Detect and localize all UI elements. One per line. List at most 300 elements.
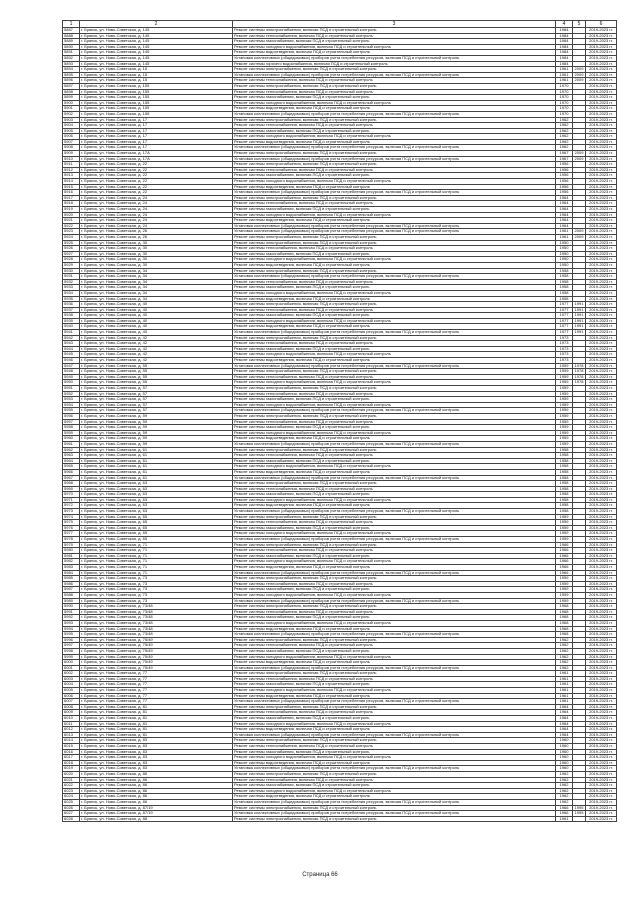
row-number: 6003: [63, 676, 80, 682]
period-cell: 2019-2023 гг.: [586, 693, 617, 699]
address-cell: г. Брянск, ул. Ново-Советская, д. 40: [80, 330, 233, 336]
repair-year-cell: 1991: [573, 324, 586, 330]
repair-year-cell: 2009: [573, 78, 586, 84]
address-cell: г. Брянск, ул. Ново-Советская, д. 26: [80, 229, 233, 235]
work-type-cell: Ремонт системы холодного водоснабжения, включая ПСД и строительный контроль: [233, 318, 556, 324]
address-cell: г. Брянск, ул. Ново-Советская, д. 73: [80, 587, 233, 593]
repair-year-cell: 2009: [573, 156, 586, 162]
period-cell: 2019-2023 гг.: [586, 380, 617, 386]
work-type-cell: Ремонт системы холодного водоснабжения, включая ПСД и строительный контроль: [233, 788, 556, 794]
period-cell: 2019-2023 гг.: [586, 397, 617, 403]
row-number: 5979: [63, 542, 80, 548]
build-year-cell: 1966: [556, 559, 573, 565]
row-number: 5964: [63, 458, 80, 464]
period-cell: 2019-2023 гг.: [586, 688, 617, 694]
row-number: 6005: [63, 688, 80, 694]
period-cell: 2019-2023 гг.: [586, 716, 617, 722]
build-year-cell: 1973: [556, 358, 573, 364]
build-year-cell: 1958: [556, 268, 573, 274]
work-type-cell: Ремонт системы холодного водоснабжения, включая ПСД и строительный контроль: [233, 559, 556, 565]
period-cell: 2019-2023 гг.: [586, 352, 617, 358]
row-number: 5914: [63, 179, 80, 185]
period-cell: 2019-2023 гг.: [586, 413, 617, 419]
work-type-cell: Ремонт системы электроснабжения, включая ПСД и строительный контроль: [233, 447, 556, 453]
build-year-cell: 1973: [556, 341, 573, 347]
address-cell: г. Брянск, ул. Ново-Советская, д. 87/19: [80, 811, 233, 817]
work-type-cell: Ремонт системы холодного водоснабжения, включая ПСД и строительный контроль: [233, 352, 556, 358]
period-cell: 2019-2023 гг.: [586, 358, 617, 364]
address-cell: г. Брянск, ул. Ново-Советская, д. 34: [80, 274, 233, 280]
work-type-cell: Ремонт системы холодного водоснабжения, включая ПСД и строительный контроль: [233, 257, 556, 263]
build-year-cell: 1967: [556, 151, 573, 157]
row-number: 6025: [63, 799, 80, 805]
address-cell: г. Брянск, ул. Ново-Советская, д. 81: [80, 704, 233, 710]
address-cell: г. Брянск, ул. Ново-Советская, д. 65: [80, 537, 233, 543]
row-number: 5956: [63, 413, 80, 419]
build-year-cell: 1984: [556, 39, 573, 45]
address-cell: г. Брянск, ул. Ново-Советская, д. 75/49: [80, 648, 233, 654]
row-number: 5997: [63, 643, 80, 649]
build-year-cell: 1961: [556, 234, 573, 240]
build-year-cell: 1958: [556, 486, 573, 492]
header-cell: 1: [63, 21, 80, 28]
row-number: 5900: [63, 100, 80, 106]
build-year-cell: 1961: [556, 671, 573, 677]
row-number: 6019: [63, 766, 80, 772]
address-cell: г. Брянск, ул. Ново-Советская, д. 42: [80, 352, 233, 358]
period-cell: 2019-2023 гг.: [586, 453, 617, 459]
build-year-cell: 1959: [556, 402, 573, 408]
build-year-cell: 1959: [556, 587, 573, 593]
build-year-cell: 1958: [556, 274, 573, 280]
build-year-cell: 1973: [556, 346, 573, 352]
build-year-cell: 1959: [556, 436, 573, 442]
work-type-cell: Установка коллективных (общедомовых) приборов учета потребления ресурсов, включая ПСД и строительный контроль: [233, 811, 556, 817]
period-cell: 2019-2023 гг.: [586, 100, 617, 106]
row-number: 5901: [63, 106, 80, 112]
row-number: 5984: [63, 570, 80, 576]
period-cell: 2019-2023 гг.: [586, 212, 617, 218]
row-number: 5927: [63, 251, 80, 257]
period-cell: 2019-2023 гг.: [586, 710, 617, 716]
row-number: 5994: [63, 626, 80, 632]
address-cell: г. Брянск, ул. Ново-Советская, д. 17: [80, 134, 233, 140]
build-year-cell: 1959: [556, 419, 573, 425]
period-cell: 2019-2023 гг.: [586, 173, 617, 179]
period-cell: 2019-2023 гг.: [586, 749, 617, 755]
period-cell: 2019-2023 гг.: [586, 632, 617, 638]
row-number: 5909: [63, 151, 80, 157]
build-year-cell: 1973: [556, 335, 573, 341]
period-cell: 2019-2023 гг.: [586, 117, 617, 123]
address-cell: г. Брянск, ул. Ново-Советская, д. 145: [80, 44, 233, 50]
address-cell: г. Брянск, ул. Ново-Советская, д. 155: [80, 111, 233, 117]
work-type-cell: Ремонт системы газоснабжения, включая ПСД и строительный контроль: [233, 425, 556, 431]
build-year-cell: 1959: [556, 531, 573, 537]
period-cell: 2019-2023 гг.: [586, 811, 617, 817]
work-type-cell: Ремонт системы водоотведения, включая ПСД и строительный контроль: [233, 469, 556, 475]
period-cell: 2019-2023 гг.: [586, 704, 617, 710]
repair-year-cell: 1991: [573, 330, 586, 336]
address-cell: г. Брянск, ул. Ново-Советская, д. 61: [80, 475, 233, 481]
build-year-cell: 1962: [556, 648, 573, 654]
period-cell: 2019-2023 гг.: [586, 576, 617, 582]
period-cell: 2019-2023 гг.: [586, 262, 617, 268]
address-cell: г. Брянск, ул. Ново-Советская, д. 24: [80, 195, 233, 201]
work-type-cell: Ремонт системы газоснабжения, включая ПСД и строительный контроль: [233, 458, 556, 464]
work-type-cell: Ремонт системы водоотведения, включая ПСД и строительный контроль: [233, 436, 556, 442]
period-cell: 2019-2023 гг.: [586, 268, 617, 274]
row-number: 5910: [63, 156, 80, 162]
build-year-cell: 1962: [556, 117, 573, 123]
address-cell: г. Брянск, ул. Ново-Советская, д. 30: [80, 257, 233, 263]
period-cell: 2019-2023 гг.: [586, 290, 617, 296]
row-number: 6009: [63, 710, 80, 716]
address-cell: г. Брянск, ул. Ново-Советская, д. 83: [80, 755, 233, 761]
row-number: 5924: [63, 234, 80, 240]
address-cell: г. Брянск, ул. Ново-Советская, д. 61: [80, 458, 233, 464]
build-year-cell: 1967: [556, 156, 573, 162]
work-type-cell: Ремонт системы электроснабжения, включая ПСД и строительный контроль: [233, 195, 556, 201]
build-year-cell: 1961: [556, 816, 573, 822]
build-year-cell: 1961: [556, 229, 573, 235]
build-year-cell: 1964: [556, 716, 573, 722]
address-cell: г. Брянск, ул. Ново-Советская, д. 30: [80, 262, 233, 268]
work-type-cell: Ремонт системы электроснабжения, включая ПСД и строительный контроль: [233, 576, 556, 582]
build-year-cell: 1958: [556, 453, 573, 459]
work-type-cell: Установка коллективных (общедомовых) приборов учета потребления ресурсов, включая ПСД и строительный контроль: [233, 330, 556, 336]
address-cell: г. Брянск, ул. Ново-Советская, д. 22: [80, 184, 233, 190]
build-year-cell: 1958: [556, 481, 573, 487]
work-type-cell: Установка коллективных (общедомовых) приборов учета потребления ресурсов, включая ПСД и строительный контроль: [233, 509, 556, 515]
period-cell: 2019-2023 гг.: [586, 386, 617, 392]
period-cell: 2019-2023 гг.: [586, 788, 617, 794]
row-number: 5899: [63, 95, 80, 101]
page-footer: Страница 66: [302, 872, 338, 878]
row-number: 5953: [63, 397, 80, 403]
period-cell: 2019-2023 гг.: [586, 581, 617, 587]
row-number: 5988: [63, 592, 80, 598]
build-year-cell: 1964: [556, 727, 573, 733]
address-cell: г. Брянск, ул. Ново-Советская, д. 73/48: [80, 632, 233, 638]
row-number: 6004: [63, 682, 80, 688]
build-year-cell: 1959: [556, 441, 573, 447]
work-type-cell: Ремонт системы газоснабжения, включая ПСД и строительный контроль: [233, 313, 556, 319]
work-type-cell: Ремонт системы водоотведения, включая ПСД и строительный контроль: [233, 565, 556, 571]
work-type-cell: Ремонт системы холодного водоснабжения, включая ПСД и строительный контроль: [233, 721, 556, 727]
address-cell: г. Брянск, ул. Ново-Советская, д. 17: [80, 139, 233, 145]
address-cell: г. Брянск, ул. Ново-Советская, д. 34: [80, 290, 233, 296]
period-cell: 2019-2023 гг.: [586, 509, 617, 515]
row-number: 5907: [63, 139, 80, 145]
build-year-cell: 1962: [556, 643, 573, 649]
repair-year-cell: 1991: [573, 313, 586, 319]
work-type-cell: Ремонт системы теплоснабжения, включая ПСД и строительный контроль: [233, 581, 556, 587]
address-cell: г. Брянск, ул. Ново-Советская, д. 86: [80, 794, 233, 800]
build-year-cell: 1970: [556, 89, 573, 95]
work-type-cell: Ремонт системы электроснабжения, включая ПСД и строительный контроль: [233, 671, 556, 677]
address-cell: г. Брянск, ул. Ново-Советская, д. 15: [80, 72, 233, 78]
row-number: 5938: [63, 313, 80, 319]
row-number: 5991: [63, 609, 80, 615]
row-number: 5957: [63, 419, 80, 425]
build-year-cell: 1961: [556, 682, 573, 688]
address-cell: г. Брянск, ул. Ново-Советская, д. 81: [80, 732, 233, 738]
row-number: 5925: [63, 240, 80, 246]
build-year-cell: 1977: [556, 307, 573, 313]
build-year-cell: 1956: [556, 190, 573, 196]
period-cell: 2019-2023 гг.: [586, 430, 617, 436]
work-type-cell: Ремонт системы газоснабжения, включая ПСД и строительный контроль: [233, 492, 556, 498]
build-year-cell: 1966: [556, 805, 573, 811]
period-cell: 2019-2023 гг.: [586, 402, 617, 408]
period-cell: 2019-2023 гг.: [586, 492, 617, 498]
row-number: 5977: [63, 531, 80, 537]
build-year-cell: 1960: [556, 738, 573, 744]
work-type-cell: Ремонт системы холодного водоснабжения, включая ПСД и строительный контроль: [233, 430, 556, 436]
period-cell: 2019-2023 гг.: [586, 39, 617, 45]
address-cell: г. Брянск, ул. Ново-Советская, д. 73: [80, 592, 233, 598]
work-type-cell: Ремонт системы газоснабжения, включая ПСД и строительный контроль: [233, 648, 556, 654]
period-cell: 2019-2023 гг.: [586, 565, 617, 571]
build-year-cell: 1959: [556, 386, 573, 392]
row-number: 5920: [63, 212, 80, 218]
build-year-cell: 1958: [556, 447, 573, 453]
address-cell: г. Брянск, ул. Ново-Советская, д. 59: [80, 441, 233, 447]
address-cell: г. Брянск, ул. Ново-Советская, д. 145: [80, 33, 233, 39]
build-year-cell: 1966: [556, 553, 573, 559]
build-year-cell: 1956: [556, 162, 573, 168]
work-type-cell: Установка коллективных (общедомовых) приборов учета потребления ресурсов, включая ПСД и строительный контроль: [233, 274, 556, 280]
work-type-cell: Установка коллективных (общедомовых) приборов учета потребления ресурсов, включая ПСД и строительный контроль: [233, 363, 556, 369]
period-cell: 2019-2023 гг.: [586, 223, 617, 229]
row-number: 5944: [63, 346, 80, 352]
work-type-cell: Ремонт системы теплоснабжения, включая ПСД и строительный контроль: [233, 167, 556, 173]
work-type-cell: Ремонт системы водоотведения, включая ПСД и строительный контроль: [233, 262, 556, 268]
address-cell: г. Брянск, ул. Ново-Советская, д. 17А: [80, 156, 233, 162]
address-cell: г. Брянск, ул. Ново-Советская, д. 71: [80, 570, 233, 576]
row-number: 5929: [63, 262, 80, 268]
address-cell: г. Брянск, ул. Ново-Советская, д. 65: [80, 514, 233, 520]
address-cell: г. Брянск, ул. Ново-Советская, д. 59: [80, 419, 233, 425]
row-number: 5903: [63, 117, 80, 123]
row-number: 5968: [63, 481, 80, 487]
work-type-cell: Ремонт системы холодного водоснабжения, включая ПСД и строительный контроль: [233, 134, 556, 140]
repair-year-cell: 2009: [573, 234, 586, 240]
address-cell: г. Брянск, ул. Ново-Советская, д. 77: [80, 676, 233, 682]
row-number: 6002: [63, 671, 80, 677]
header-row: [63, 21, 617, 28]
repair-year-cell: 1978: [573, 374, 586, 380]
build-year-cell: 1966: [556, 542, 573, 548]
build-year-cell: 1970: [556, 111, 573, 117]
work-type-cell: Ремонт системы водоотведения, включая ПСД и строительный контроль: [233, 503, 556, 509]
work-type-cell: Установка коллективных (общедомовых) приборов учета потребления ресурсов, включая ПСД и строительный контроль: [233, 732, 556, 738]
row-number: 5943: [63, 341, 80, 347]
address-cell: г. Брянск, ул. Ново-Советская, д. 81: [80, 727, 233, 733]
row-number: 5906: [63, 134, 80, 140]
address-cell: г. Брянск, ул. Ново-Советская, д. 73/48: [80, 604, 233, 610]
address-cell: г. Брянск, ул. Ново-Советская, д. 73/48: [80, 626, 233, 632]
row-number: 5935: [63, 296, 80, 302]
address-cell: г. Брянск, ул. Ново-Советская, д. 83: [80, 760, 233, 766]
address-cell: г. Брянск, ул. Ново-Советская, д. 75/49: [80, 654, 233, 660]
period-cell: 2019-2023 гг.: [586, 369, 617, 375]
period-cell: 2019-2023 гг.: [586, 531, 617, 537]
build-year-cell: 1959: [556, 514, 573, 520]
work-type-cell: Ремонт системы теплоснабжения, включая ПСД и строительный контроль: [233, 78, 556, 84]
period-cell: 2019-2023 гг.: [586, 559, 617, 565]
address-cell: г. Брянск, ул. Ново-Советская, д. 55: [80, 374, 233, 380]
period-cell: 2019-2023 гг.: [586, 67, 617, 73]
work-type-cell: Ремонт системы электроснабжения, включая ПСД и строительный контроль: [233, 335, 556, 341]
build-year-cell: 1966: [556, 548, 573, 554]
build-year-cell: 1961: [556, 676, 573, 682]
build-year-cell: 1961: [556, 688, 573, 694]
period-cell: 2019-2023 гг.: [586, 592, 617, 598]
period-cell: 2019-2023 гг.: [586, 408, 617, 414]
work-type-cell: Установка коллективных (общедомовых) приборов учета потребления ресурсов, включая ПСД и строительный контроль: [233, 408, 556, 414]
row-number: 5969: [63, 486, 80, 492]
address-cell: г. Брянск, ул. Ново-Советская, д. 17: [80, 123, 233, 129]
row-number: 5918: [63, 201, 80, 207]
period-cell: 2019-2023 гг.: [586, 78, 617, 84]
build-year-cell: 1958: [556, 475, 573, 481]
row-number: 5939: [63, 318, 80, 324]
period-cell: 2019-2023 гг.: [586, 302, 617, 308]
row-number: 5966: [63, 469, 80, 475]
work-type-cell: Ремонт системы теплоснабжения, включая ПСД и строительный контроль: [233, 676, 556, 682]
address-cell: г. Брянск, ул. Ново-Советская, д. 73: [80, 581, 233, 587]
work-type-cell: Ремонт системы электроснабжения, включая ПСД и строительный контроль: [233, 542, 556, 548]
build-year-cell: 1958: [556, 509, 573, 515]
build-year-cell: 1962: [556, 134, 573, 140]
build-year-cell: 1964: [556, 212, 573, 218]
work-type-cell: Ремонт системы электроснабжения, включая ПСД и строительный контроль: [233, 805, 556, 811]
address-cell: г. Брянск, ул. Ново-Советская, д. 61: [80, 464, 233, 470]
work-type-cell: Ремонт системы водоотведения, включая ПСД и строительный контроль: [233, 50, 556, 56]
build-year-cell: 1968: [556, 615, 573, 621]
repair-year-cell: 2009: [573, 229, 586, 235]
work-type-cell: Ремонт системы холодного водоснабжения, включая ПСД и строительный контроль: [233, 497, 556, 503]
row-number: 6013: [63, 732, 80, 738]
work-type-cell: Ремонт системы газоснабжения, включая ПСД и строительный контроль: [233, 783, 556, 789]
period-cell: 2019-2023 гг.: [586, 816, 617, 822]
row-number: 5963: [63, 453, 80, 459]
row-number: 5934: [63, 290, 80, 296]
address-cell: г. Брянск, ул. Ново-Советская, д. 24: [80, 212, 233, 218]
period-cell: 2019-2023 гг.: [586, 179, 617, 185]
address-cell: г. Брянск, ул. Ново-Советская, д. 59: [80, 436, 233, 442]
period-cell: 2019-2023 гг.: [586, 587, 617, 593]
work-type-cell: Ремонт системы теплоснабжения, включая ПСД и строительный контроль: [233, 744, 556, 750]
row-number: 5893: [63, 61, 80, 67]
period-cell: 2019-2023 гг.: [586, 738, 617, 744]
period-cell: 2019-2023 гг.: [586, 777, 617, 783]
row-number: 6012: [63, 727, 80, 733]
work-type-cell: Ремонт системы теплоснабжения, включая ПСД и строительный контроль: [233, 777, 556, 783]
row-number: 6016: [63, 749, 80, 755]
row-number: 5959: [63, 430, 80, 436]
period-cell: 2019-2023 гг.: [586, 89, 617, 95]
build-year-cell: 1962: [556, 145, 573, 151]
build-year-cell: 1977: [556, 318, 573, 324]
build-year-cell: 1977: [556, 330, 573, 336]
address-cell: г. Брянск, ул. Ново-Советская, д. 145: [80, 28, 233, 34]
period-cell: 2019-2023 гг.: [586, 771, 617, 777]
work-type-cell: Установка коллективных (общедомовых) приборов учета потребления ресурсов, включая ПСД и строительный контроль: [233, 156, 556, 162]
period-cell: 2019-2023 гг.: [586, 436, 617, 442]
build-year-cell: 1950: [556, 240, 573, 246]
period-cell: 2019-2023 гг.: [586, 799, 617, 805]
work-type-cell: Ремонт системы холодного водоснабжения, включая ПСД и строительный контроль: [233, 654, 556, 660]
build-year-cell: 1956: [556, 179, 573, 185]
work-type-cell: Ремонт системы газоснабжения, включая ПСД и строительный контроль: [233, 525, 556, 531]
address-cell: г. Брянск, ул. Ново-Советская, д. 15: [80, 78, 233, 84]
work-type-cell: Ремонт системы теплоснабжения, включая ПСД и строительный контроль: [233, 89, 556, 95]
build-year-cell: 1970: [556, 83, 573, 89]
build-year-cell: 1961: [556, 78, 573, 84]
period-cell: 2019-2023 гг.: [586, 475, 617, 481]
work-type-cell: Ремонт системы теплоснабжения, включая ПСД и строительный контроль: [233, 307, 556, 313]
build-year-cell: 1962: [556, 128, 573, 134]
work-type-cell: Ремонт системы газоснабжения, включая ПСД и строительный контроль: [233, 587, 556, 593]
row-number: 5976: [63, 525, 80, 531]
period-cell: 2019-2023 гг.: [586, 419, 617, 425]
work-type-cell: Ремонт системы электроснабжения, включая ПСД и строительный контроль: [233, 117, 556, 123]
build-year-cell: 1950: [556, 251, 573, 257]
address-cell: г. Брянск, ул. Ново-Советская, д. 86: [80, 799, 233, 805]
build-year-cell: 1970: [556, 106, 573, 112]
period-cell: 2019-2023 гг.: [586, 195, 617, 201]
row-number: 5985: [63, 576, 80, 582]
build-year-cell: 1962: [556, 783, 573, 789]
address-cell: г. Брянск, ул. Ново-Советская, д. 75/49: [80, 637, 233, 643]
work-type-cell: Ремонт системы электроснабжения, включая ПСД и строительный контроль: [233, 67, 556, 73]
address-cell: г. Брянск, ул. Ново-Советская, д. 40: [80, 302, 233, 308]
address-cell: г. Брянск, ул. Ново-Советская, д. 86: [80, 788, 233, 794]
work-type-cell: Ремонт системы электроснабжения, включая ПСД и строительный контроль: [233, 240, 556, 246]
row-number: 5945: [63, 352, 80, 358]
repair-year-cell: 2009: [573, 72, 586, 78]
period-cell: 2019-2023 гг.: [586, 732, 617, 738]
row-number: 5948: [63, 369, 80, 375]
address-cell: г. Брянск, ул. Ново-Советская, д. 155: [80, 95, 233, 101]
row-number: 5971: [63, 497, 80, 503]
work-type-cell: Установка коллективных (общедомовых) приборов учета потребления ресурсов, включая ПСД и строительный контроль: [233, 229, 556, 235]
work-type-cell: Ремонт системы водоотведения, включая ПСД и строительный контроль: [233, 626, 556, 632]
period-cell: 2019-2023 гг.: [586, 363, 617, 369]
address-cell: г. Брянск, ул. Ново-Советская, д. 73: [80, 598, 233, 604]
work-type-cell: Установка коллективных (общедомовых) приборов учета потребления ресурсов, включая ПСД и строительный контроль: [233, 223, 556, 229]
work-type-cell: Ремонт системы теплоснабжения, включая ПСД и строительный контроль: [233, 643, 556, 649]
row-number: 5921: [63, 218, 80, 224]
row-number: 5889: [63, 39, 80, 45]
build-year-cell: 1960: [556, 755, 573, 761]
work-type-cell: Установка коллективных (общедомовых) приборов учета потребления ресурсов, включая ПСД и строительный контроль: [233, 570, 556, 576]
build-year-cell: 1962: [556, 654, 573, 660]
period-cell: 2019-2023 гг.: [586, 296, 617, 302]
address-cell: г. Брянск, ул. Ново-Советская, д. 81: [80, 710, 233, 716]
period-cell: 2019-2023 гг.: [586, 497, 617, 503]
address-cell: г. Брянск, ул. Ново-Советская, д. 77: [80, 693, 233, 699]
build-year-cell: 1964: [556, 710, 573, 716]
work-type-cell: Ремонт системы холодного водоснабжения, включая ПСД и строительный контроль: [233, 464, 556, 470]
build-year-cell: 1956: [556, 173, 573, 179]
repair-year-cell: 1978: [573, 369, 586, 375]
address-cell: г. Брянск, ул. Ново-Советская, д. 155: [80, 100, 233, 106]
period-cell: 2019-2023 гг.: [586, 324, 617, 330]
